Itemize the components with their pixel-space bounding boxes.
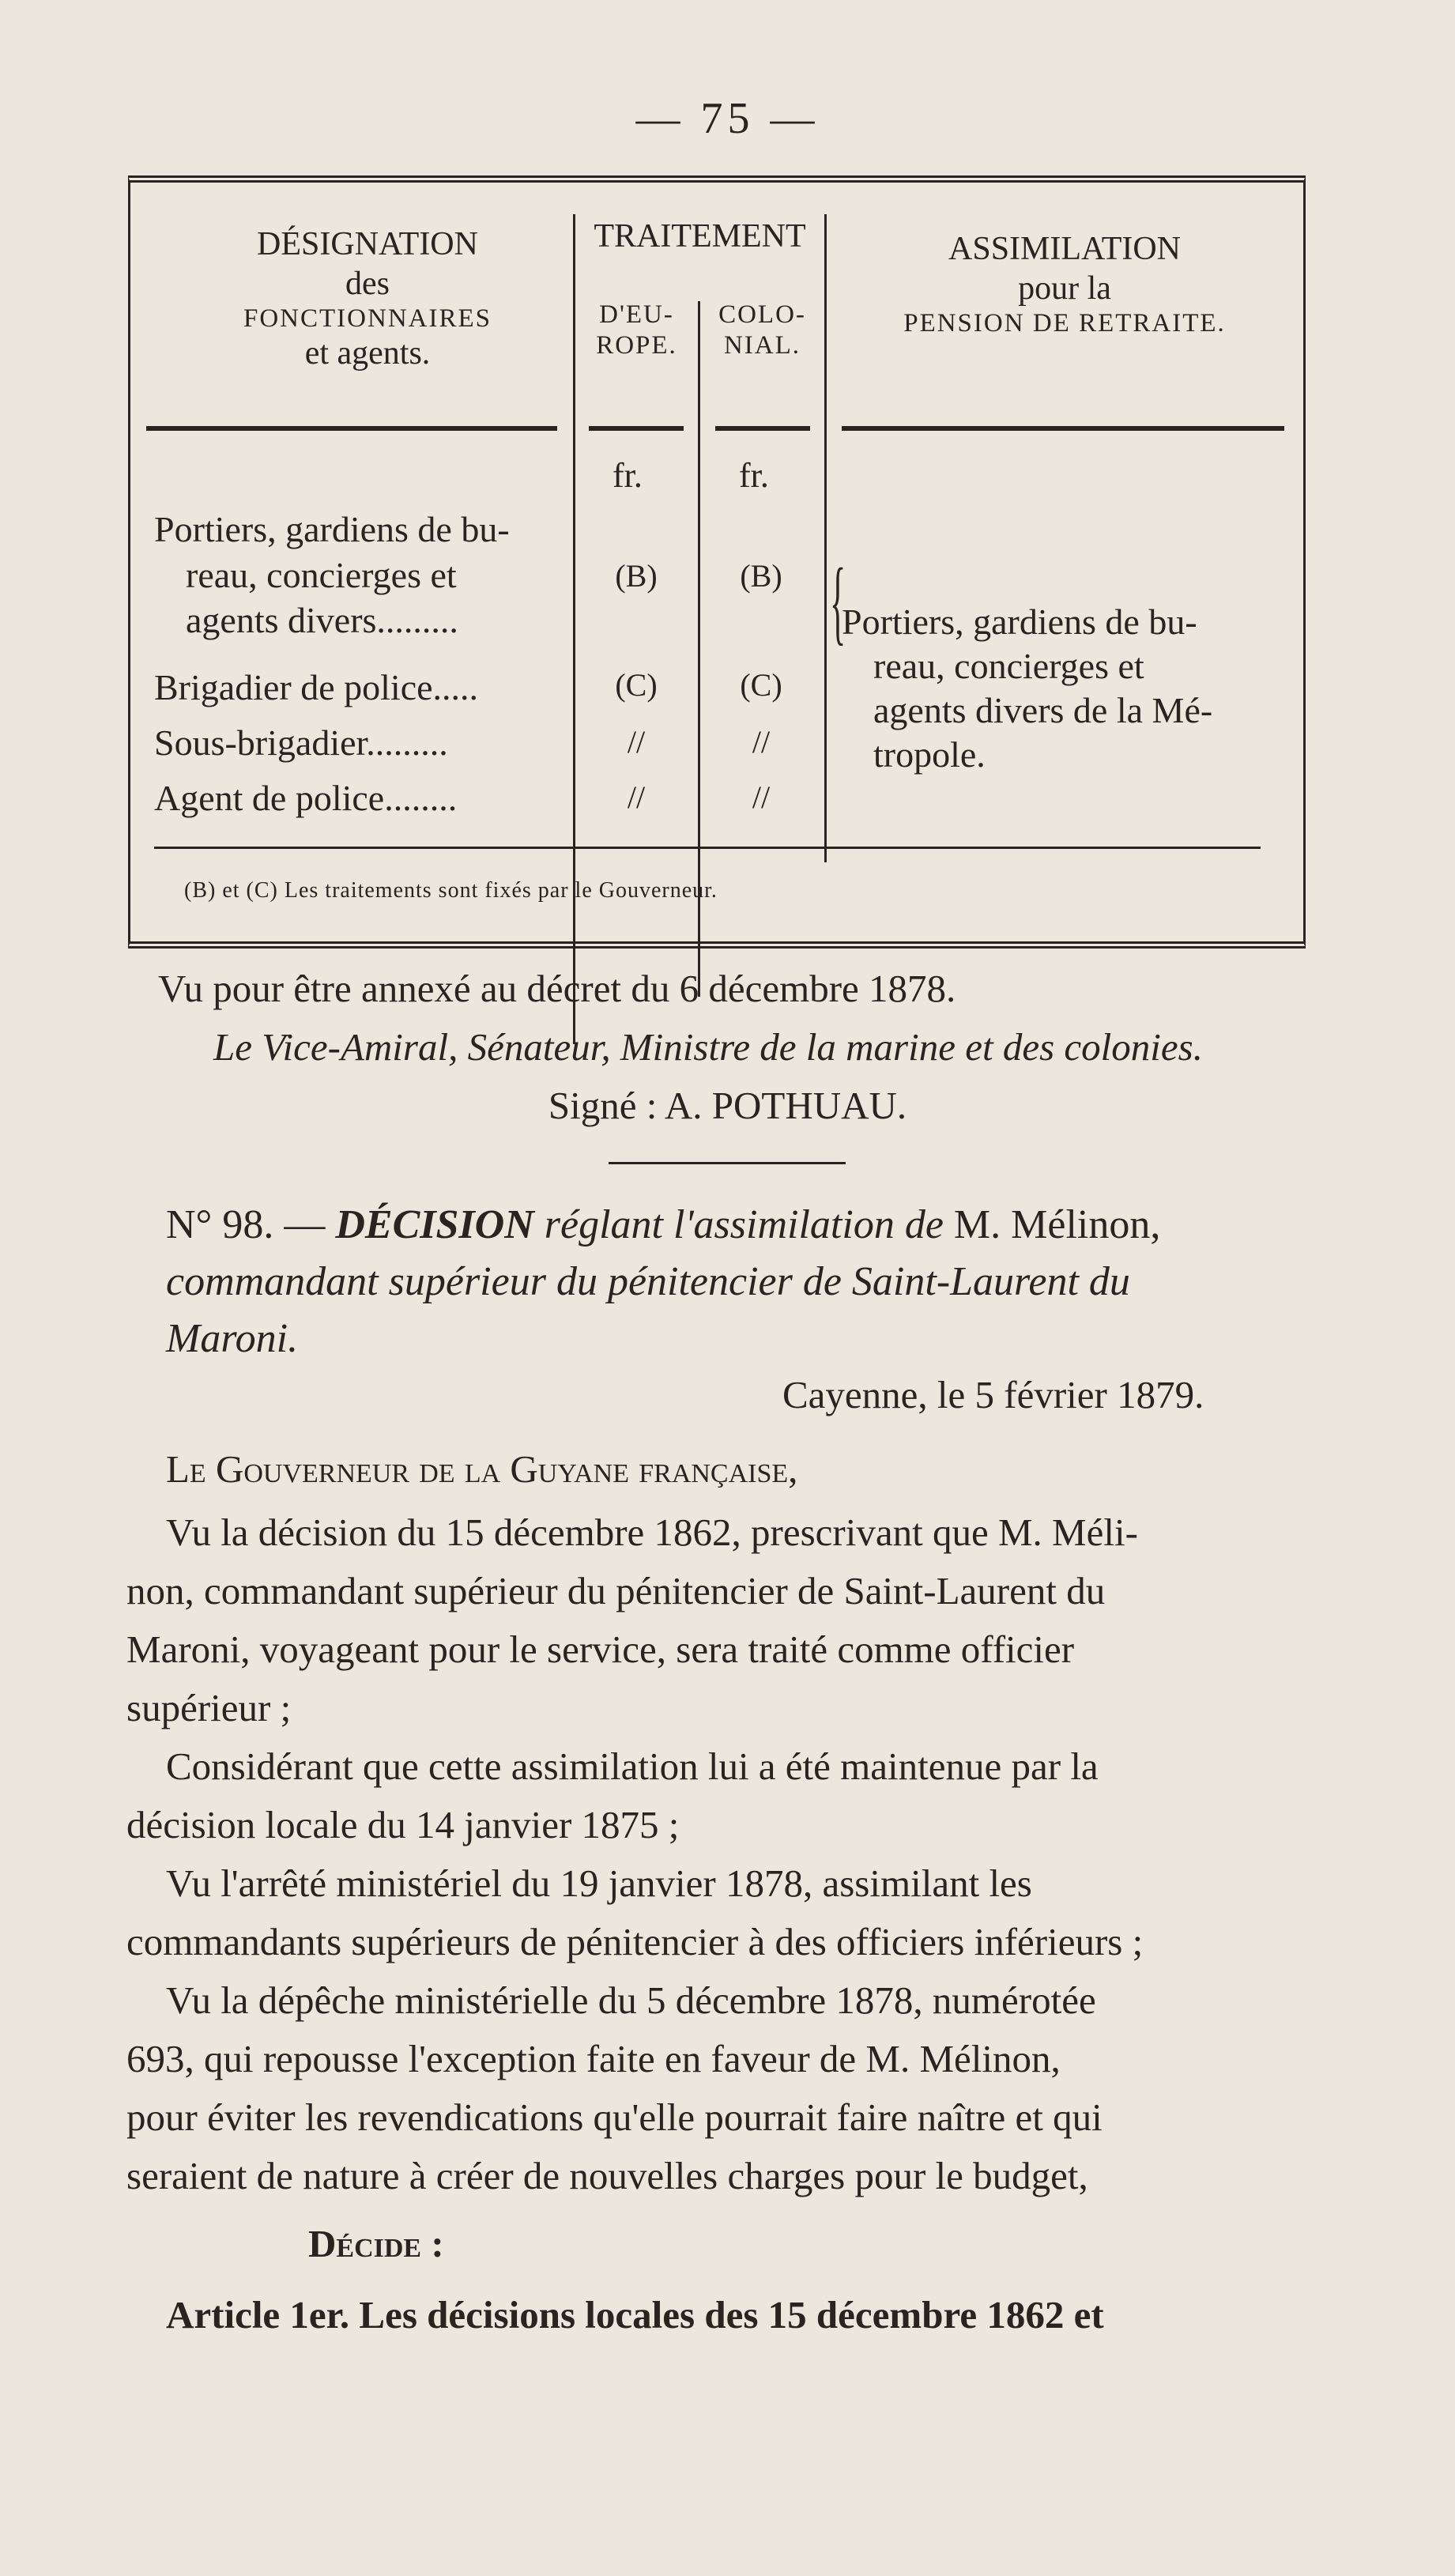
header-traitement: TRAITEMENT <box>594 218 806 255</box>
assim-l1: Portiers, gardiens de bu- <box>842 602 1197 642</box>
decision-title-name: M. Mélinon, <box>953 1202 1161 1247</box>
minister-line: Le Vice-Amiral, Sénateur, Ministre de la marine et des colonies. <box>213 1025 1203 1069</box>
header-rule-4 <box>842 426 1284 431</box>
assim-l4: tropole. <box>873 734 986 775</box>
row-agent-europe: // <box>627 779 646 815</box>
decision-number: N° 98. — <box>166 1202 326 1247</box>
header-designation-l2: des <box>345 265 390 302</box>
body-line-7: Vu l'arrêté ministériel du 19 janvier 1878, assimilant les <box>166 1861 1032 1905</box>
body-line-1: Vu la décision du 15 décembre 1862, prescrivant que M. Méli- <box>166 1511 1138 1554</box>
article-line: Article 1er. Les décisions locales des 15 décembre 1862 et <box>166 2293 1104 2337</box>
row-portiers-l2: reau, concierges et <box>186 554 457 595</box>
row-brigadier-europe: (C) <box>615 667 658 703</box>
body-line-3: Maroni, voyageant pour le service, sera traité comme officier <box>126 1627 1075 1671</box>
decision-title-bold: DÉCISION <box>335 1202 534 1247</box>
decision-title-line2: commandant supérieur du pénitencier de Saint-Laurent du <box>166 1259 1130 1304</box>
header-designation <box>162 225 573 374</box>
header-assimilation-l1: ASSIMILATION <box>948 231 1181 267</box>
header-rule-3 <box>715 426 810 431</box>
decision-title-line3: Maroni. <box>166 1316 299 1361</box>
unit-europe: fr. <box>613 456 643 495</box>
decision-title-line1 <box>166 1201 1160 1248</box>
header-assimilation-l3: PENSION DE RETRAITE. <box>903 309 1226 338</box>
body-line-5: Considérant que cette assimilation lui a été maintenue par la <box>166 1744 1099 1788</box>
row-brigadier-label: Brigadier de police..... <box>154 667 479 707</box>
header-colonial-l1: COLO- <box>718 300 806 329</box>
header-rule-2 <box>589 426 684 431</box>
decision-title-rest: réglant l'assimilation de <box>544 1202 944 1247</box>
header-designation-l4: et agents. <box>304 335 431 372</box>
row-agent-label: Agent de police........ <box>154 778 458 818</box>
header-europe-l2: ROPE. <box>596 330 677 360</box>
row-sous-brigadier-label: Sous-brigadier......... <box>154 722 448 763</box>
governor-line: Le Gouverneur de la Guyane française, <box>166 1447 798 1491</box>
footnote-rule <box>154 847 1261 849</box>
assimilation-text <box>842 600 1292 777</box>
body-line-12: seraient de nature à créer de nouvelles charges pour le budget, <box>126 2154 1088 2197</box>
table-header <box>130 183 1303 428</box>
header-assimilation-l2: pour la <box>1018 270 1111 307</box>
body-line-2: non, commandant supérieur du pénitencier de Saint-Laurent du <box>126 1569 1106 1612</box>
row-sous-brigadier-europe: // <box>627 724 646 760</box>
header-rule-1 <box>146 426 557 431</box>
page-number: — 75 — <box>635 94 820 143</box>
decide-heading: Décide : <box>308 2222 444 2265</box>
row-portiers-l1: Portiers, gardiens de bu- <box>154 509 510 549</box>
col-divider-3 <box>824 214 827 862</box>
header-colonial <box>701 300 824 361</box>
header-assimilation <box>827 230 1302 339</box>
row-brigadier-colonial: (C) <box>740 667 782 703</box>
assimilation-brace: { <box>830 549 846 654</box>
body-line-8: commandants supérieurs de pénitencier à des officiers inférieurs ; <box>126 1920 1144 1963</box>
body-line-10: 693, qui repousse l'exception faite en faveur de M. Mélinon, <box>126 2037 1061 2080</box>
assim-l2: reau, concierges et <box>873 646 1144 687</box>
header-colonial-l2: NIAL. <box>723 330 801 360</box>
signature-line: Signé : A. POTHUAU. <box>548 1084 907 1127</box>
separator-rule <box>609 1162 846 1164</box>
salary-table <box>128 175 1306 949</box>
assim-l3: agents divers de la Mé- <box>873 690 1213 731</box>
row-portiers-label <box>154 507 510 643</box>
row-portiers-colonial: (B) <box>740 558 782 594</box>
unit-colonial: fr. <box>739 456 769 495</box>
row-agent-colonial: // <box>752 779 771 815</box>
header-designation-l1: DÉSIGNATION <box>257 226 478 262</box>
annex-line: Vu pour être annexé au décret du 6 décembre 1878. <box>158 967 956 1010</box>
body-line-4: supérieur ; <box>126 1686 292 1729</box>
header-europe-l1: D'EU- <box>599 300 674 329</box>
body-line-9: Vu la dépêche ministérielle du 5 décembre 1878, numérotée <box>166 1978 1096 2022</box>
header-designation-l3: FONCTIONNAIRES <box>243 304 492 334</box>
row-portiers-europe: (B) <box>615 558 658 594</box>
place-date: Cayenne, le 5 février 1879. <box>782 1373 1204 1416</box>
header-europe <box>575 300 698 361</box>
body-line-11: pour éviter les revendications qu'elle pourrait faire naître et qui <box>126 2095 1103 2139</box>
row-sous-brigadier-colonial: // <box>752 724 771 760</box>
body-line-6: décision locale du 14 janvier 1875 ; <box>126 1803 680 1846</box>
table-footnote: (B) et (C) Les traitements sont fixés par le Gouverneur. <box>184 878 718 903</box>
row-portiers-l3: agents divers......... <box>186 600 458 640</box>
